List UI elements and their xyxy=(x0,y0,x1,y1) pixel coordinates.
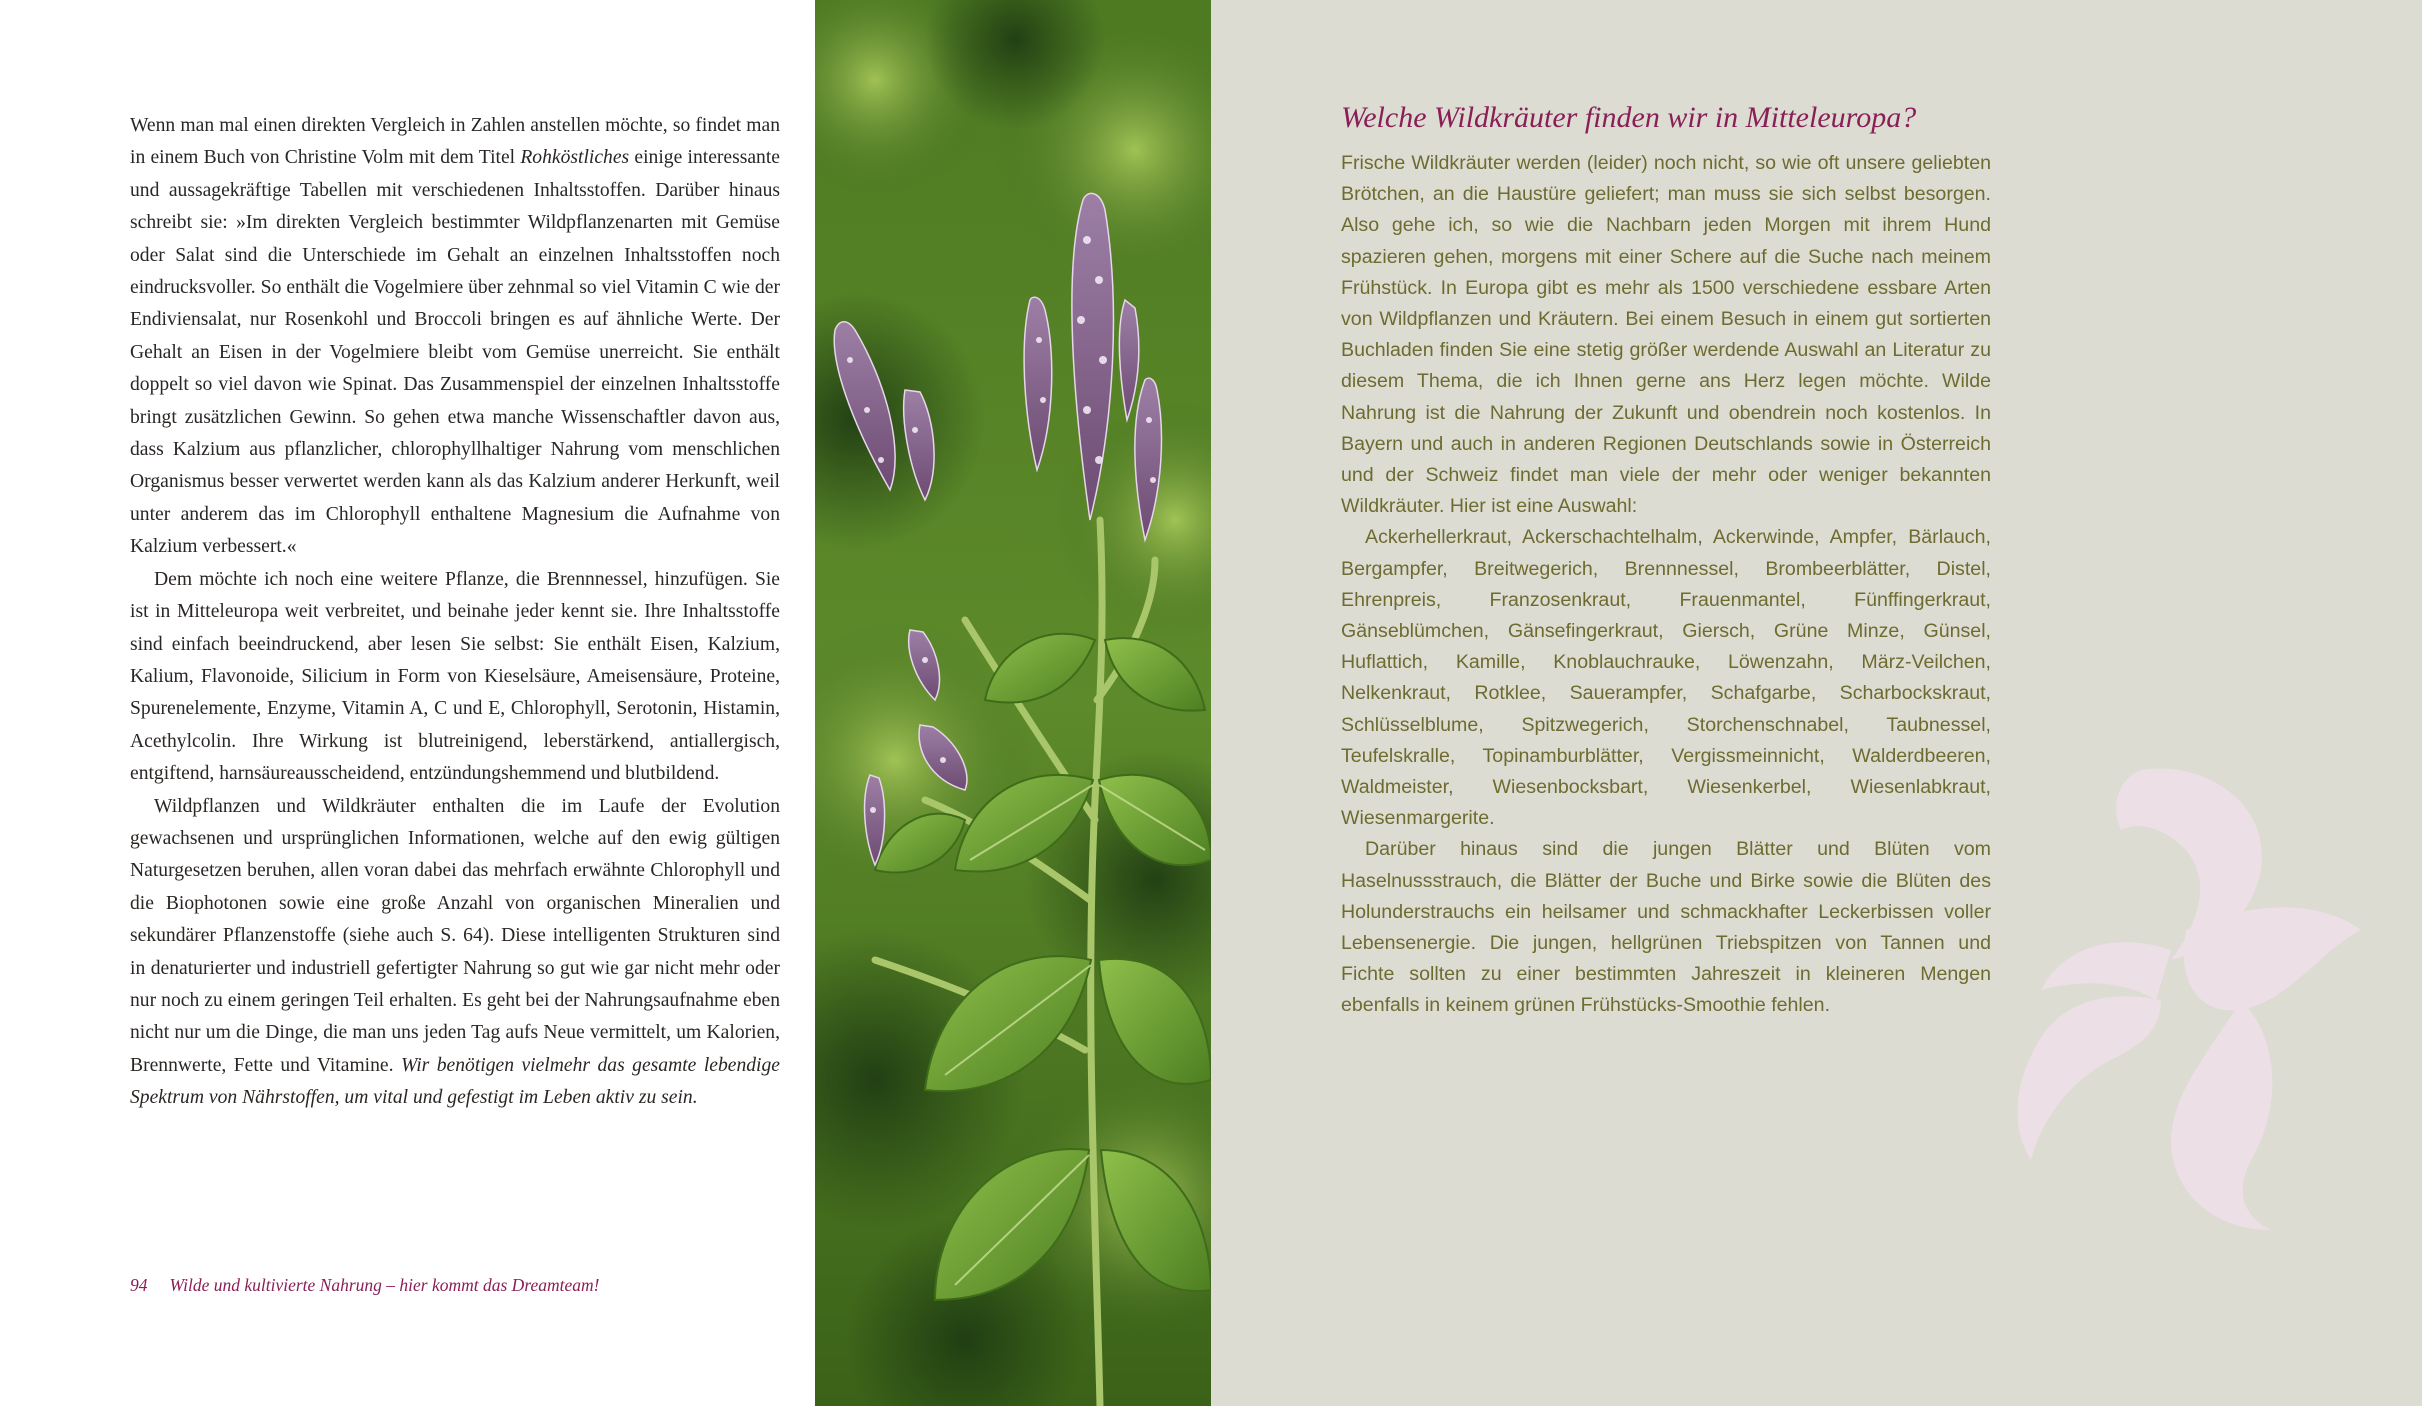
mint-plant-photo xyxy=(815,0,1211,1406)
right-paragraph-3: Darüber hinaus sind die jungen Blätter und Blüten vom Haselnussstrauch, die Blätter der Buche und Birke sowie die Blüten des Holunderstrauchs ein heilsamer und schmackhafter Leckerbissen voller Lebensenergie. Die jungen, hellgrünen Triebspitzen von Tannen und Fichte sollten zu einer bestimmten Jahreszeit in kleineren Mengen ebenfalls in keinem grünen Frühstücks-Smoothie fehlen. xyxy=(1341,838,1991,1017)
page-footer xyxy=(130,1275,599,1296)
emphasis-text: Wir benötigen vielmehr das gesamte lebendige Spektrum von Nährstoffen, um vital und gefestigt im Leben aktiv zu sein. xyxy=(130,1054,780,1109)
left-paragraph-1: Wenn man mal einen direkten Vergleich in Zahlen anstellen möchte, so findet man in einem Buch von Christine Volm mit dem Titel Rohköstliches einige interessante und aussagekräftige Tabellen mit verschiedenen Inhaltsstoffen. Darüber hinaus schreibt sie: »Im direkten Vergleich bestimmter Wildpflanzenarten mit Gemüse oder Salat sind die Unterschiede im Gehalt an einzelnen Inhaltsstoffen noch eindrucksvoller. So enthält die Vogelmiere über zehnmal so viel Vitamin C wie der Endiviensalat, nur Rosenkohl und Broccoli bringen es auf ähnliche Werte. Der Gehalt an Eisen in der Vogelmiere bleibt vom Gemüse unerreicht. Sie enthält doppelt so viel davon wie Spinat. Das Zusammenspiel der einzelnen Inhaltsstoffe bringt zusätzlichen Gewinn. So gehen etwa manche Wissenschaftler davon aus, dass Kalzium aus pflanzlicher, chlorophyllhaltiger Nahrung vom menschlichen Organismus besser verwertet werden kann als das Kalzium anderer Herkunft, weil unter anderem das im Chlorophyll enthaltene Magnesium die Aufnahme von Kalzium verbessert.« xyxy=(130,115,780,558)
left-body-text xyxy=(130,110,780,1115)
plant-illustration xyxy=(815,0,1211,1406)
right-body-text xyxy=(1341,148,1991,1022)
herb-list: Ackerhellerkraut, Ackerschachtelhalm, Ackerwinde, Ampfer, Bärlauch, Bergampfer, Breitwegerich, Brennnessel, Brombeerblätter, Distel, Ehrenpreis, Franzosenkraut, Frauenmantel, Fünffingerkraut, Gänseblümchen, Gänsefingerkraut, Giersch, Grüne Minze, Günsel, Huflattich, Kamille, Knoblauchrauke, Löwenzahn, März-Veilchen, Nelkenkraut, Rotklee, Sauerampfer, Schafgarbe, Scharbockskraut, Schlüsselblume, Spitzwegerich, Storchenschnabel, Taubnessel, Teufelskralle, Topinamburblätter, Vergissmeinnicht, Walderdbeeren, Waldmeister, Wiesenbocksbart, Wiesenkerbel, Wiesenlabkraut, Wiesenmargerite. xyxy=(1341,526,1991,830)
left-paragraph-2: Dem möchte ich noch eine weitere Pflanze, die Brennnessel, hinzufügen. Sie ist in Mitteleuropa weit verbreitet, und beinahe jeder kennt sie. Ihre Inhaltsstoffe sind einfach beeindruckend, aber lesen Sie selbst: Sie enthält Eisen, Kalzium, Kalium, Flavonoide, Silicium in Form von Kieselsäure, Ameisensäure, Proteine, Spurenelemente, Enzyme, Vitamin A, C und E, Chlorophyll, Serotonin, Histamin, Acethylcolin. Ihre Wirkung ist blutreinigend, leberstärkend, antiallergisch, entgiftend, harnsäureausscheidend, entzündungshemmend und blutbildend. xyxy=(130,568,780,785)
page-number: 94 xyxy=(130,1275,148,1295)
book-title: Rohköstliches xyxy=(520,147,630,169)
left-paragraph-3: Wildpflanzen und Wildkräuter enthalten die im Laufe der Evolution gewachsenen und ursprünglichen Informationen, welche auf den ewig gültigen Naturgesetzen beruhen, allen voran dabei das mehrfach erwähnte Chlorophyll und die Biophotonen sowie eine große Anzahl von organischen Mineralien und sekundärer Pflanzenstoffe (siehe auch S. 64). Diese intelligenten Strukturen sind in denaturierter und industriell gefertigter Nahrung so gut wie gar nicht mehr oder nur noch zu einem geringen Teil erhalten. Es geht bei der Nahrungsaufnahme eben nicht nur um die Dinge, die man uns jeden Tag aufs Neue vermittelt, um Kalorien, Brennwerte, Fette und Vitamine. Wir benötigen vielmehr das gesamte lebendige Spektrum von Nährstoffen, um vital und gefestigt im Leben aktiv zu sein. xyxy=(130,795,780,1109)
right-page xyxy=(1211,0,2422,1406)
running-title: Wilde und kultivierte Nahrung – hier kommt das Dreamteam! xyxy=(169,1275,600,1295)
right-paragraph-1: Frische Wildkräuter werden (leider) noch nicht, so wie oft unsere geliebten Brötchen, an die Haustüre geliefert; man muss sie sich selbst besorgen. Also gehe ich, so wie die Nachbarn jeden Morgen mit ihrem Hund spazieren gehen, morgens mit einer Schere auf die Suche nach meinem Frühstück. In Europa gibt es mehr als 1500 verschiedene essbare Arten von Wildpflanzen und Kräutern. Bei einem Besuch in einem gut sortierten Buchladen finden Sie eine stetig größer werdende Auswahl an Literatur zu diesem Thema, die ich Ihnen gerne ans Herz legen möchte. Wilde Nahrung ist die Nahrung der Zukunft und obendrein noch kostenlos. In Bayern und auch in anderen Regionen Deutschlands sowie in Österreich und der Schweiz findet man viele der mehr oder weniger bekannten Wildkräuter. Hier ist eine Auswahl: xyxy=(1341,152,1991,518)
right-content xyxy=(1341,98,1991,1022)
left-page xyxy=(0,0,815,1406)
section-heading: Welche Wildkräuter finden wir in Mitteleuropa? xyxy=(1341,101,1917,134)
